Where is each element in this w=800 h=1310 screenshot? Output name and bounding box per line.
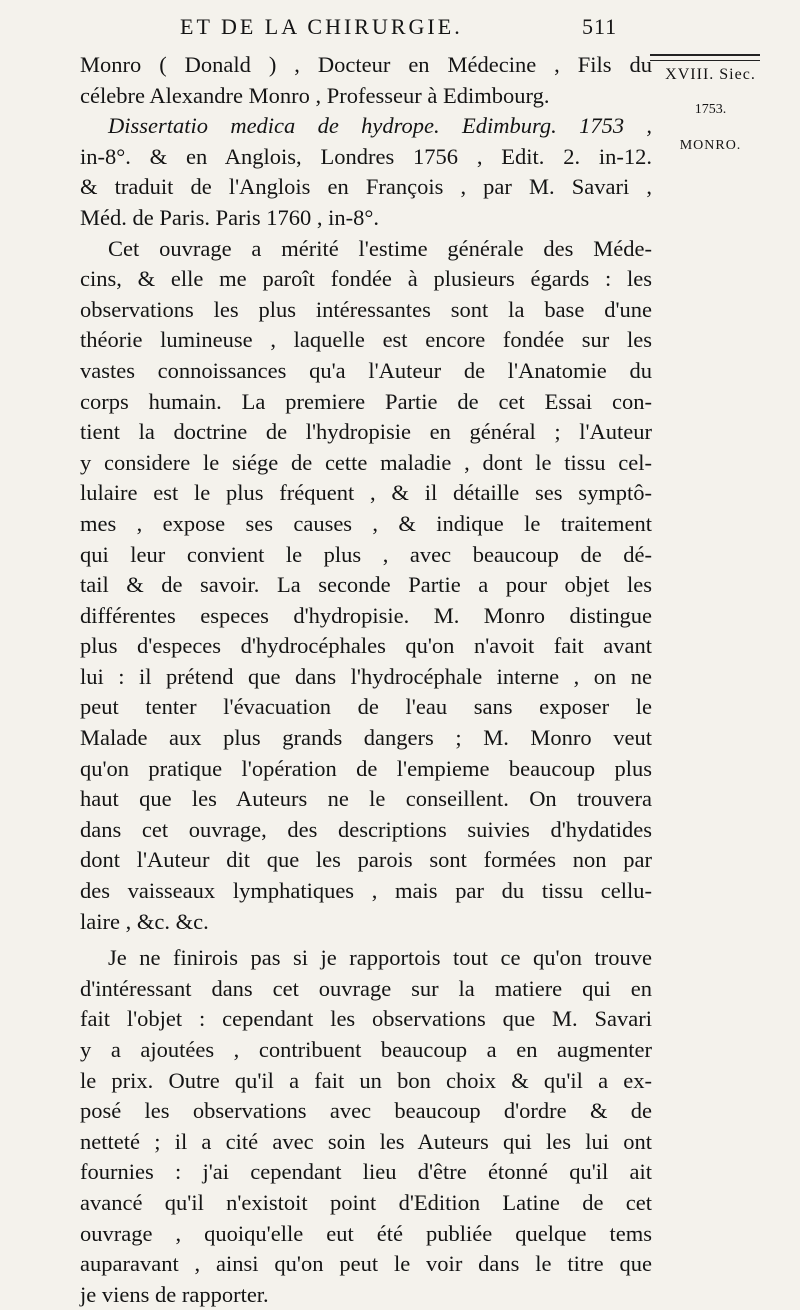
text-line: posé les observations avec beaucoup d'ordre & de xyxy=(80,1098,652,1124)
text-line: dans cet ouvrage, des descriptions suivies d'hydatides xyxy=(80,816,652,842)
text-line: y a ajoutées , contribuent beaucoup a en augmenter xyxy=(80,1037,652,1062)
text-line: des vaisseaux lymphatiques , mais par du tissu cellu- xyxy=(80,878,652,904)
text-line: je viens de rapporter. xyxy=(80,1281,269,1307)
text-line: Dissertatio medica de hydrope. Edimburg. 1753 , xyxy=(108,113,652,139)
text-line: netteté ; il a cité avec soin les Auteurs qui les lui ont xyxy=(80,1128,652,1154)
body-text xyxy=(80,50,652,1310)
margin-rule xyxy=(650,54,760,56)
text-line: avancé qu'il n'existoit point d'Edition Latine de cet xyxy=(80,1189,652,1215)
text-line: tient la doctrine de l'hydropisie en général ; l'Auteur xyxy=(80,419,652,445)
text-line: le prix. Outre qu'il a fait un bon choix & qu'il a ex- xyxy=(80,1067,652,1093)
text-line: tail & de savoir. La seconde Partie a pour objet les xyxy=(80,572,652,598)
text-line: d'intéressant dans cet ouvrage sur la matiere qui en xyxy=(80,975,652,1001)
text-line: Méd. de Paris. Paris 1760 , in-8°. xyxy=(80,204,379,230)
text-line: haut que les Auteurs ne le conseillent. On trouvera xyxy=(80,786,652,812)
text-line: peut tenter l'évacuation de l'eau sans exposer le xyxy=(80,694,652,720)
text-line: fournies : j'ai cependant lieu d'être étonné qu'il ait xyxy=(80,1159,652,1185)
text-line: ouvrage , quoiqu'elle eut été publiée quelque tems xyxy=(80,1220,652,1246)
text-line: vastes connoissances qu'a l'Auteur de l'Anatomie du xyxy=(80,357,652,383)
text-line: mes , expose ses causes , & indique le traitement xyxy=(80,510,652,536)
running-title: ET DE LA CHIRURGIE. xyxy=(180,14,463,39)
text-line: différentes especes d'hydropisie. M. Monro distingue xyxy=(80,602,652,628)
text-line: qu'on pratique l'opération de l'empieme beaucoup plus xyxy=(80,755,652,781)
text-line: Monro ( Donald ) , Docteur en Médecine , Fils du xyxy=(80,52,652,77)
text-line: & traduit de l'Anglois en François , par M. Savari , xyxy=(80,174,652,200)
margin-rule-thin xyxy=(650,60,760,61)
text-line: auparavant , ainsi qu'on peut le voir dans le titre que xyxy=(80,1251,652,1277)
text-line: qui leur convient le plus , avec beaucoup de dé- xyxy=(80,541,652,567)
text-line: observations les plus intéressantes sont la base d'une xyxy=(80,296,652,322)
text-line: théorie lumineuse , laquelle est encore fondée sur les xyxy=(80,327,652,353)
margin-note-century: XVIII. Siec. xyxy=(665,66,756,83)
text-line: in-8°. & en Anglois, Londres 1756 , Edit. 2. in-12. xyxy=(80,143,652,169)
text-line: lui : il prétend que dans l'hydrocéphale interne , on ne xyxy=(80,663,652,689)
text-line: dont l'Auteur dit que les parois sont formées non par xyxy=(80,847,652,873)
text-line: plus d'especes d'hydrocéphales qu'on n'avoit fait avant xyxy=(80,633,652,659)
margin-note-name: MONRO. xyxy=(679,138,742,153)
text-line: cins, & elle me paroît fondée à plusieurs égards : les xyxy=(80,266,652,292)
text-line: y considere le siége de cette maladie , dont le tissu cel- xyxy=(80,449,652,475)
text-line: Je ne finirois pas si je rapportois tout ce qu'on trouve xyxy=(108,945,652,971)
text-line: Cet ouvrage a mérité l'estime générale des Méde- xyxy=(108,235,652,261)
text-line: célebre Alexandre Monro , Professeur à Edimbourg. xyxy=(80,82,550,108)
text-line: Malade aux plus grands dangers ; M. Monro veut xyxy=(80,725,652,751)
text-line: laire , &c. &c. xyxy=(80,908,209,934)
text-line: lulaire est le plus fréquent , & il détaille ses symptô- xyxy=(80,480,652,506)
page-number: 511 xyxy=(582,14,618,39)
margin-note-year: 1753. xyxy=(694,102,727,117)
text-line: corps humain. La premiere Partie de cet Essai con- xyxy=(80,388,652,414)
text-line: fait l'objet : cependant les observations que M. Savari xyxy=(80,1006,652,1032)
